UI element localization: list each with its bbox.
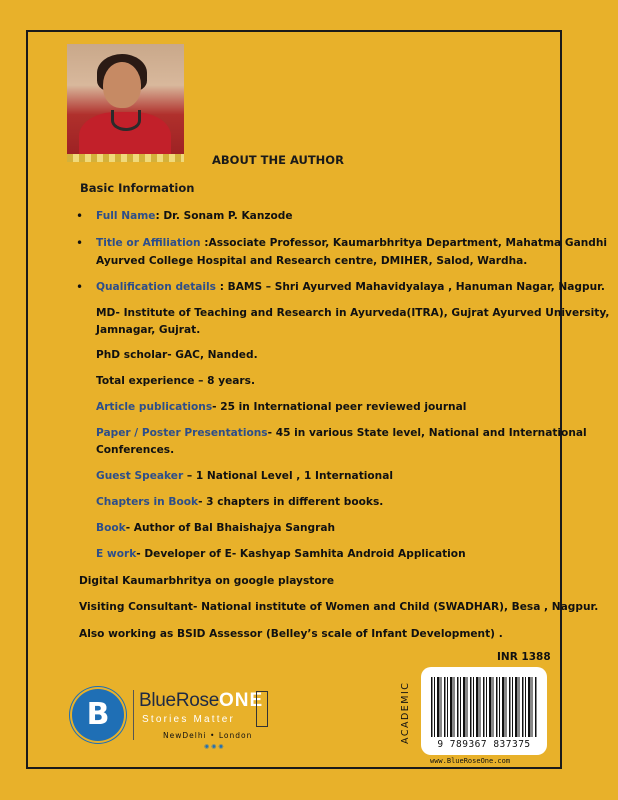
book-line: Book- Author of Bal Bhaishajya Sangrah [96, 522, 336, 534]
qualification-line: Qualification details : BAMS – Shri Ayurved Mahavidyalaya , Hanuman Nagar, Nagpur. [96, 281, 605, 293]
affiliation-line-2: Ayurved College Hospital and Research centre, DMIHER, Salod, Wardha. [96, 255, 528, 267]
price-label: INR 1388 [497, 651, 551, 663]
publisher-logo-icon [72, 689, 124, 741]
md-line-2: Jamnagar, Gujrat. [96, 324, 201, 336]
basic-info-heading: Basic Information [80, 181, 195, 195]
logo-letter: B [86, 697, 110, 732]
barcode [421, 667, 547, 755]
guest-line: Guest Speaker – 1 National Level , 1 International [96, 470, 393, 482]
articles-line: Article publications- 25 in International peer reviewed journal [96, 401, 467, 413]
social-icons: ◉ ◉ ◉ [204, 743, 224, 750]
papers-line: Paper / Poster Presentations- 45 in various State level, National and International [96, 427, 587, 439]
publisher-url: www.BlueRoseOne.com [430, 757, 511, 765]
digital-line: Digital Kaumarbhritya on google playstore [79, 575, 335, 587]
bullet-dot: • [76, 236, 84, 250]
photo-face [103, 62, 141, 108]
visiting-line: Visiting Consultant- National institute of Women and Child (SWADHAR), Besa , Nagpur. [79, 601, 599, 613]
publisher-tagline: Stories Matter [142, 714, 236, 725]
chapters-line: Chapters in Book- 3 chapters in different books. [96, 496, 384, 508]
papers-line-2: Conferences. [96, 444, 175, 456]
bsid-line: Also working as BSID Assessor (Belley’s scale of Infant Development) . [79, 628, 503, 640]
publisher-name: BlueRoseONE [139, 690, 264, 711]
bullet-dot: • [76, 209, 84, 223]
full-name-line: Full Name: Dr. Sonam P. Kanzode [96, 210, 293, 222]
photo-table [67, 154, 184, 162]
publisher-locations: NewDelhi • London [163, 731, 253, 740]
barcode-bars [431, 677, 537, 737]
about-author-heading: ABOUT THE AUTHOR [212, 153, 344, 167]
isbn-number: 9 789367 837375 [437, 739, 531, 750]
md-line: MD- Institute of Teaching and Research in Ayurveda(ITRA), Gujrat Ayurved University, [96, 307, 610, 319]
category-label: ACADEMIC [400, 681, 411, 745]
phd-line: PhD scholar- GAC, Nanded. [96, 349, 258, 361]
photo-necklace [111, 110, 141, 131]
experience-line: Total experience – 8 years. [96, 375, 255, 387]
logo-divider [133, 690, 134, 740]
author-photo [67, 44, 184, 162]
ework-line: E work- Developer of E- Kashyap Samhita Android Application [96, 548, 466, 560]
bullet-dot: • [76, 280, 84, 294]
affiliation-line: Title or Affiliation :Associate Professor, Kaumarbhritya Department, Mahatma Gandhi [96, 237, 608, 249]
brand-mark-box [256, 691, 268, 727]
